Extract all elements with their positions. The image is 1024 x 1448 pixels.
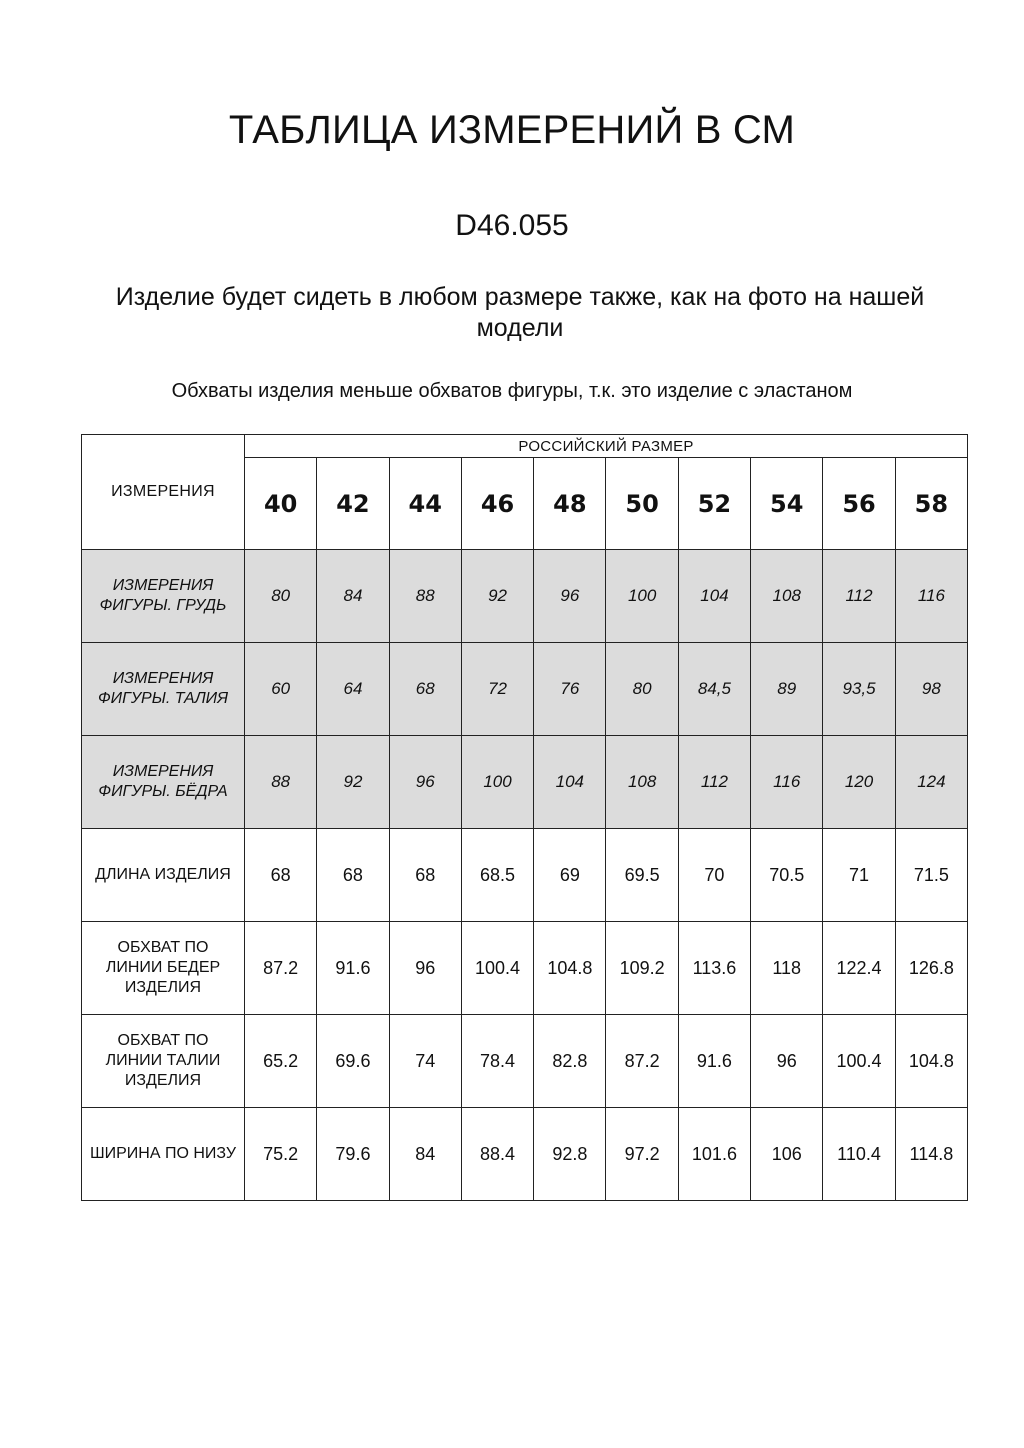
row-label: ИЗМЕРЕНИЯ ФИГУРЫ. БЁДРА [82, 736, 245, 829]
row-label: ОБХВАТ ПО ЛИНИИ БЕДЕР ИЗДЕЛИЯ [82, 922, 245, 1015]
table-cell: 124 [895, 736, 967, 829]
table-cell: 68 [245, 829, 317, 922]
size-header-cell: 54 [751, 458, 823, 550]
product-code: D46.055 [455, 209, 569, 242]
table-cell: 97.2 [606, 1108, 678, 1201]
size-header-cell: 42 [317, 458, 389, 550]
table-cell: 101.6 [678, 1108, 750, 1201]
table-row [82, 829, 968, 922]
table-cell: 116 [751, 736, 823, 829]
table-cell: 87.2 [245, 922, 317, 1015]
table-cell: 108 [751, 550, 823, 643]
row-label: ИЗМЕРЕНИЯ ФИГУРЫ. ГРУДЬ [82, 550, 245, 643]
table-cell: 80 [245, 550, 317, 643]
table-cell: 104.8 [895, 1015, 967, 1108]
table-cell: 92 [317, 736, 389, 829]
table-cell: 75.2 [245, 1108, 317, 1201]
table-cell: 91.6 [317, 922, 389, 1015]
table-cell: 108 [606, 736, 678, 829]
table-cell: 74 [389, 1015, 461, 1108]
table-cell: 88.4 [461, 1108, 533, 1201]
table-cell: 60 [245, 643, 317, 736]
table-cell: 118 [751, 922, 823, 1015]
table-row [82, 736, 968, 829]
table-cell: 100 [606, 550, 678, 643]
table-cell: 68 [389, 829, 461, 922]
table-cell: 80 [606, 643, 678, 736]
table-cell: 120 [823, 736, 895, 829]
table-cell: 104 [678, 550, 750, 643]
table-cell: 87.2 [606, 1015, 678, 1108]
table-cell: 88 [389, 550, 461, 643]
header-row-group [82, 435, 968, 458]
table-cell: 96 [389, 736, 461, 829]
table-cell: 104 [534, 736, 606, 829]
table-cell: 70.5 [751, 829, 823, 922]
table-cell: 68.5 [461, 829, 533, 922]
table-cell: 70 [678, 829, 750, 922]
table-cell: 79.6 [317, 1108, 389, 1201]
table-cell: 69.6 [317, 1015, 389, 1108]
page-title: ТАБЛИЦА ИЗМЕРЕНИЙ В СМ [228, 108, 796, 152]
table-cell: 68 [389, 643, 461, 736]
row-label: ШИРИНА ПО НИЗУ [82, 1108, 245, 1201]
table-cell: 112 [678, 736, 750, 829]
size-header-cell: 58 [895, 458, 967, 550]
table-cell: 100.4 [461, 922, 533, 1015]
size-header-cell: 44 [389, 458, 461, 550]
table-cell: 69 [534, 829, 606, 922]
table-cell: 72 [461, 643, 533, 736]
table-cell: 84 [317, 550, 389, 643]
size-header-cell: 52 [678, 458, 750, 550]
table-cell: 89 [751, 643, 823, 736]
table-row [82, 1108, 968, 1201]
table-cell: 92.8 [534, 1108, 606, 1201]
row-label: ДЛИНА ИЗДЕЛИЯ [82, 829, 245, 922]
table-row [82, 643, 968, 736]
size-header-cell: 46 [461, 458, 533, 550]
size-header-cell: 40 [245, 458, 317, 550]
table-cell: 71 [823, 829, 895, 922]
table-cell: 126.8 [895, 922, 967, 1015]
table-cell: 100 [461, 736, 533, 829]
table-cell: 106 [751, 1108, 823, 1201]
table-cell: 65.2 [245, 1015, 317, 1108]
table-cell: 88 [245, 736, 317, 829]
table-cell: 84 [389, 1108, 461, 1201]
table-cell: 104.8 [534, 922, 606, 1015]
table-cell: 78.4 [461, 1015, 533, 1108]
measure-column-header: ИЗМЕРЕНИЯ [82, 435, 245, 550]
size-header-cell: 48 [534, 458, 606, 550]
table-cell: 91.6 [678, 1015, 750, 1108]
table-cell: 76 [534, 643, 606, 736]
table-cell: 84,5 [678, 643, 750, 736]
table-row [82, 922, 968, 1015]
table-cell: 98 [895, 643, 967, 736]
table-cell: 69.5 [606, 829, 678, 922]
row-label: ОБХВАТ ПО ЛИНИИ ТАЛИИ ИЗДЕЛИЯ [82, 1015, 245, 1108]
table-row [82, 550, 968, 643]
elastane-note: Обхваты изделия меньше обхватов фигуры, т.к. это изделие с эластаном [171, 380, 853, 402]
table-cell: 100.4 [823, 1015, 895, 1108]
table-cell: 109.2 [606, 922, 678, 1015]
table-cell: 114.8 [895, 1108, 967, 1201]
row-label: ИЗМЕРЕНИЯ ФИГУРЫ. ТАЛИЯ [82, 643, 245, 736]
fit-description: Изделие будет сидеть в любом размере также, как на фото на нашей модели [115, 283, 925, 342]
table-cell: 82.8 [534, 1015, 606, 1108]
size-header-cell: 56 [823, 458, 895, 550]
table-cell: 113.6 [678, 922, 750, 1015]
table-cell: 71.5 [895, 829, 967, 922]
table-cell: 122.4 [823, 922, 895, 1015]
size-group-header: РОССИЙСКИЙ РАЗМЕР [245, 435, 968, 458]
table-row [82, 1015, 968, 1108]
table-cell: 116 [895, 550, 967, 643]
table-cell: 110.4 [823, 1108, 895, 1201]
table-cell: 112 [823, 550, 895, 643]
table-cell: 96 [534, 550, 606, 643]
table-cell: 64 [317, 643, 389, 736]
table-cell: 96 [751, 1015, 823, 1108]
table-cell: 96 [389, 922, 461, 1015]
table-cell: 92 [461, 550, 533, 643]
size-chart-table [81, 434, 968, 1201]
table-cell: 93,5 [823, 643, 895, 736]
size-header-cell: 50 [606, 458, 678, 550]
table-cell: 68 [317, 829, 389, 922]
